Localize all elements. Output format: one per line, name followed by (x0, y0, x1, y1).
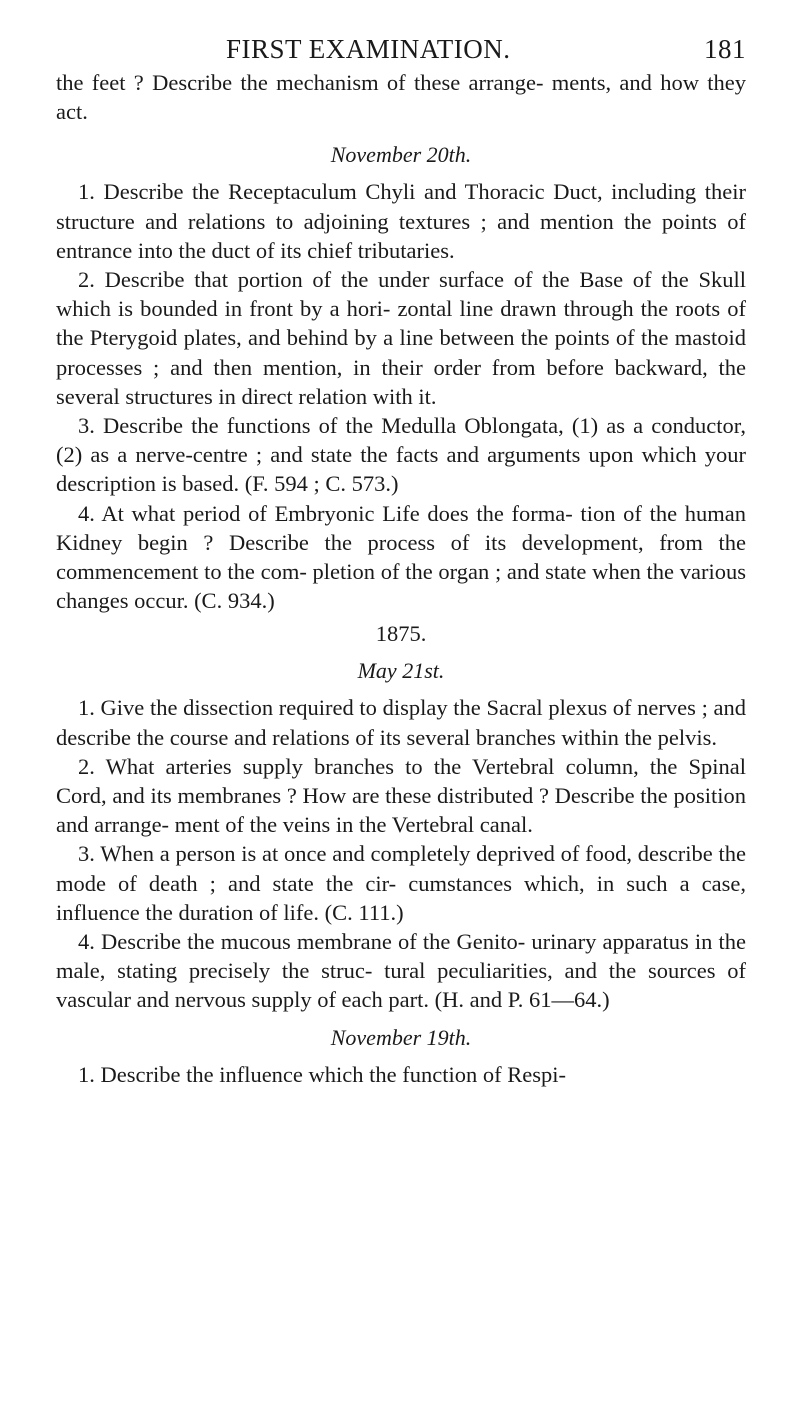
question-nov20-2: 2. Describe that portion of the under surface of the Base of the Skull which is bounded in front by a hori- zontal line drawn through the roots of the Pterygoid plates, and behind by a line between the points of the mastoid processes ; and then mention, in their order from before backward, the several structures in direct relation with it. (56, 267, 746, 409)
question-may21-4: 4. Describe the mucous membrane of the Genito- urinary apparatus in the male, stating precisely the struc- tural peculiarities, and the sources of vascular and nervous supply of each part. (H. and P. 61—64.) (56, 929, 746, 1013)
question-nov20-1: 1. Describe the Receptaculum Chyli and Thoracic Duct, including their structure and relations to adjoining textures ; and mention the points of entrance into the duct of its chief tributaries. (56, 179, 746, 263)
book-page (56, 34, 746, 1089)
page-body (56, 68, 746, 1089)
question-nov20-4: 4. At what period of Embryonic Life does the forma- tion of the human Kidney begin ? Describe the process of its development, from the commencement to the com- pletion of the organ ; and state when the various changes occur. (C. 934.) (56, 500, 746, 614)
exam-date-november-19: November 19th. (330, 1024, 472, 1050)
question-nov20-3: 3. Describe the functions of the Medulla Oblongata, (1) as a conductor, (2) as a nerve-centre ; and state the facts and arguments upon which your description is based. (F. 594 ; C. 573.) (56, 413, 746, 497)
page-header (56, 34, 746, 68)
question-may21-3: 3. When a person is at once and completely deprived of food, describe the mode of death ; and state the cir- cumstances which, in such a case, influence the duration of life. (C. 111.) (56, 841, 746, 925)
continued-paragraph: the feet ? Describe the mechanism of these arrange- ments, and how they act. (56, 70, 746, 125)
exam-year: 1875. (375, 621, 427, 647)
page-number: 181 (704, 34, 746, 64)
question-nov19-1: 1. Describe the influence which the function of Respi- (78, 1061, 566, 1087)
question-may21-2: 2. What arteries supply branches to the Vertebral column, the Spinal Cord, and its membranes ? How are these distributed ? Describe the position and arrange- ment of the veins in the Vertebral canal. (56, 753, 746, 838)
running-title: FIRST EXAMINATION. (226, 34, 511, 64)
exam-date-november-20: November 20th. (330, 142, 472, 168)
exam-date-may-21: May 21st. (357, 658, 445, 684)
question-may21-1: 1. Give the dissection required to display the Sacral plexus of nerves ; and describe the course and relations of its several branches within the pelvis. (56, 695, 746, 750)
